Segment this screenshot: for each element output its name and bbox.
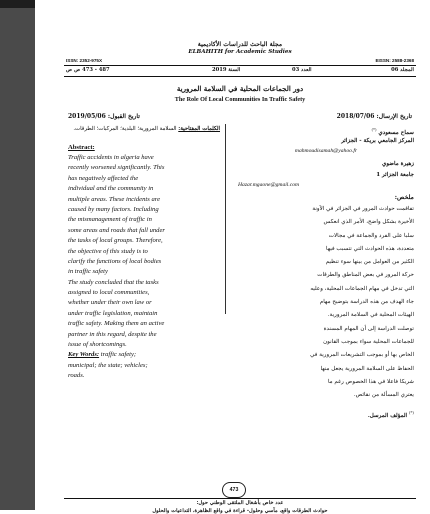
- author-1-email[interactable]: mahmoudisamah@yahoo.fr: [294, 148, 358, 154]
- keywords-en-label: Key Words:: [68, 351, 100, 359]
- sidebar-cap: [0, 0, 35, 8]
- date-sent: تاريخ الإرسال: 2018/07/06: [336, 113, 412, 120]
- abstract-ar-line: الأخيرة بشكل واضح، الأمر الذي انعكس: [323, 219, 414, 226]
- abstract-ar-line: توصلت الدراسة إلى أن المهام المسندة: [323, 325, 414, 332]
- author-2-email[interactable]: Hazar.mgaone@gmail.com: [238, 182, 300, 188]
- abstract-ar-heading: ملخص:: [394, 194, 414, 201]
- journal-name-ar: مجلة الباحث للدراسات الأكاديمية: [197, 41, 283, 48]
- header-rule-bottom: [64, 76, 416, 77]
- keywords-en-line-3: roads.: [68, 372, 85, 380]
- abstract-en-line: has negatively affected the: [68, 174, 139, 182]
- abstract-en-line: multiple areas. These incidents are: [68, 195, 160, 203]
- keywords-en-line-2: municipal; the state; vehicles;: [68, 361, 148, 369]
- article-title-ar: دور الجماعات المحلية في السلامة المرورية: [176, 84, 304, 93]
- arabic-column: [238, 124, 414, 418]
- journal-issn: ISSN: 2352-975X: [66, 58, 103, 63]
- abstract-en-line: traffic safety. Making them an active: [68, 320, 165, 328]
- journal-meta-row: [62, 66, 418, 76]
- abstract-ar-body: [238, 203, 414, 402]
- abstract-ar-line: متعددة، هذه الحوادث التي تتسبب فيها: [326, 245, 414, 252]
- abstract-en-line: Traffic accidents in algeria have: [68, 154, 154, 161]
- author-2-affiliation: جامعة الجزائر 1: [376, 172, 414, 178]
- abstract-en-line: The study concluded that the tasks: [68, 278, 159, 286]
- abstract-ar-line: الكثير من العوامل من بينها سوء تنظيم: [325, 259, 414, 266]
- column-divider: [225, 124, 226, 314]
- corresponding-author-note: [238, 408, 414, 418]
- abstract-ar-line: سلبا على الفرد والجماعة في مجالات: [328, 232, 414, 239]
- abstract-en-line: individual and the community in: [68, 185, 154, 193]
- article-title-en: The Role Of Local Communities In Traffic Safety: [174, 96, 306, 103]
- author-1-affiliation: المركز الجامعي بريكة - الجزائر: [341, 138, 414, 144]
- keywords-en-text-1: traffic safety;: [100, 351, 137, 359]
- author-1-name: سماح مسعودي: [378, 129, 414, 136]
- abstract-en-line: some areas and roads that fall under: [68, 226, 165, 234]
- journal-eissn: EISSN: 2588-2368: [375, 58, 414, 63]
- keywords-ar-text: السلامة المرورية؛ البلدية؛ المركبات؛ الطرقات.: [73, 126, 177, 132]
- abstract-en-body: [68, 153, 220, 350]
- abstract-ar-line: الهيئات المحلية في السلامة المرورية.: [327, 312, 414, 319]
- keywords-ar: [68, 124, 220, 134]
- journal-year: السنة 2019: [212, 67, 241, 73]
- abstract-ar-line: تفاقمت حوادث المرور في الجزائر في الآونة: [312, 206, 414, 212]
- abstract-en-line: whether under their own law or: [68, 299, 152, 307]
- footer-line-1: عدد خاص بأشغال الملتقى الوطني حول:: [196, 500, 284, 506]
- footer-rule: [64, 498, 416, 499]
- corresponding-label: المؤلف المرسل.: [367, 413, 408, 420]
- abstract-en-line: partner in this regard, despite the: [68, 330, 157, 338]
- journal-pages: 487 - 473 ص ص: [66, 67, 110, 73]
- abstract-en-line: issue of shortcomings.: [68, 341, 127, 349]
- abstract-en-line: in traffic safety: [68, 268, 108, 276]
- abstract-en-line: recently worsened significantly. This: [68, 164, 165, 172]
- author-1-sup: (*): [371, 127, 377, 132]
- keywords-ar-label: الكلمات المفتاحية:: [178, 126, 220, 132]
- paper-page: [62, 40, 418, 514]
- abstract-en-line: assigned to local communities,: [68, 289, 150, 297]
- abstract-ar-line: شريكا فاعلا في هذا الخصوص رغم ما: [327, 378, 414, 385]
- abstract-ar-line: يعتري المسألة من نقائص.: [353, 392, 414, 399]
- abstract-en-line: the objective of this study is to: [68, 247, 148, 255]
- page-number: 473: [222, 482, 246, 498]
- abstract-ar-line: للجماعات المحلية سواء بموجب القانون: [323, 338, 414, 345]
- abstract-en-line: the tasks of local groups. Therefore,: [68, 237, 163, 245]
- journal-volume: المجلد 06: [391, 67, 414, 73]
- keywords-en-line-1: [68, 350, 220, 360]
- author-1: [238, 124, 414, 136]
- abstract-en-line: clarify the functions of local bodies: [68, 257, 162, 265]
- abstract-ar-line: الخاص بها أو بموجب التشريعات المرورية في: [310, 352, 414, 359]
- author-2-name: زهيرة ماضوي: [381, 161, 414, 167]
- abstract-en-line: under traffic legislation, maintain: [68, 309, 158, 317]
- viewer-sidebar: [0, 0, 35, 510]
- abstract-ar-line: التي تدخل في مهام الجماعات المحلية، وعليه: [310, 285, 414, 292]
- abstract-ar-line: جاء الهدف من هذه الدراسة بتوضيح مهام: [319, 299, 414, 306]
- corresponding-sup: (*): [408, 410, 414, 416]
- journal-name-en: ELBAHITH for Academic Studies: [188, 49, 292, 55]
- journal-issue: العدد 03: [292, 67, 312, 73]
- abstract-ar-line: حركة المرور في بعض المناطق والطرقات: [317, 272, 414, 279]
- abstract-en-heading: Abstract:: [68, 144, 95, 151]
- footer-line-2: حوادث الطرقات واقع، مآسي وحلول- قراءة في واقع الظاهرة، التداعيات والحلول: [152, 508, 328, 514]
- english-column: [68, 124, 220, 382]
- abstract-en-line: the mismanagement of traffic in: [68, 216, 152, 224]
- abstract-ar-line: الحفاظ على السلامة المرورية يجعل منها: [320, 365, 414, 372]
- abstract-en-line: caused by many factors. Including: [68, 205, 159, 213]
- date-accepted: تاريخ القبول: 2019/05/06: [68, 113, 140, 120]
